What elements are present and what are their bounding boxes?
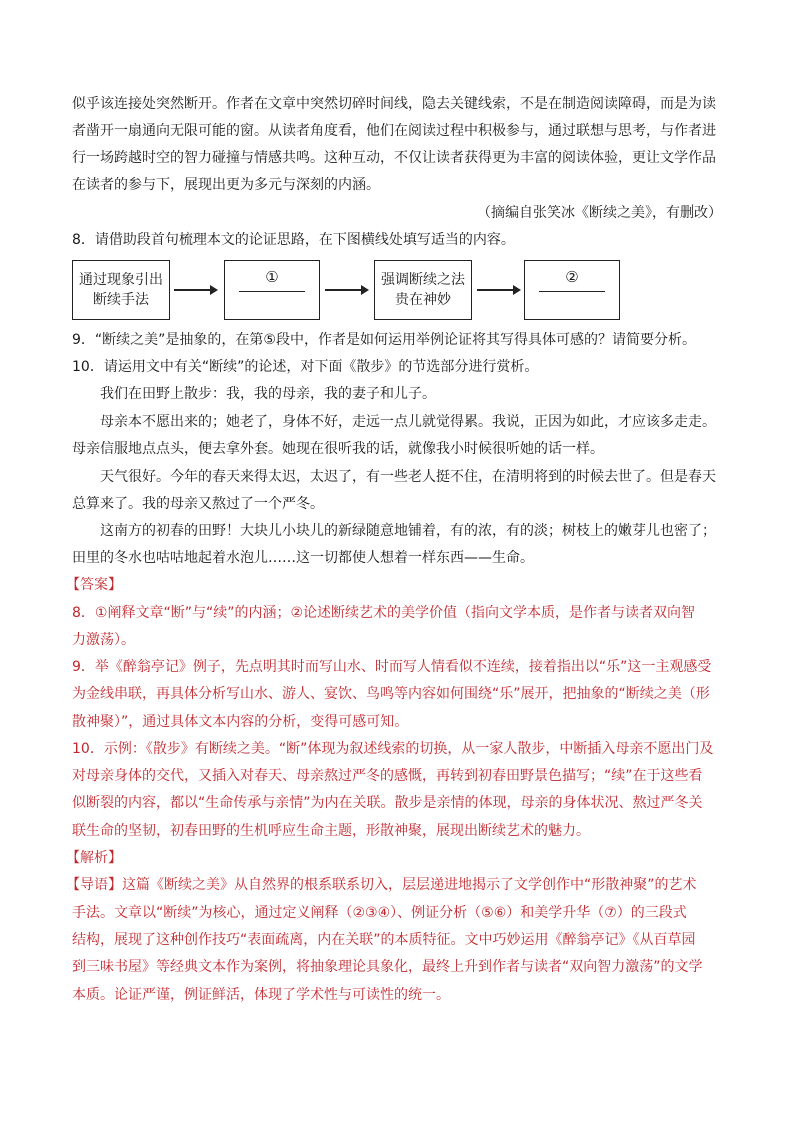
question-9: 9．“断续之美”是抽象的，在第⑤段中，作者是如何运用举例论证将其写得具体可感的？请简要分析。	[72, 332, 696, 348]
source-citation: （摘编自张笑冰《断续之美》，有删改）	[477, 205, 722, 221]
answer-10-line: 10．示例：《散步》有断续之美。“断”体现为叙述线索的切换，从一家人散步，中断插入母亲不愿出门及	[72, 741, 714, 757]
excerpt-line: 田里的冬水也咕咕地起着水泡儿……这一切都使人想着一样东西——生命。	[72, 550, 534, 566]
guide-first-line	[66, 874, 722, 896]
excerpt-line: 这南方的初春的田野！大块儿小块儿的新绿随意地铺着，有的浓，有的淡；树枝上的嫩芽儿也密了；	[100, 523, 716, 539]
analysis-label: 【解析】	[66, 850, 122, 866]
guide-text: 这篇《断续之美》从自然界的根系联系切入，层层递进地揭示了文学创作中“形散神聚”的艺术	[122, 877, 697, 893]
flow-box-3-line1: 强调断续之法	[381, 272, 465, 288]
flow-blank-1[interactable]	[224, 260, 320, 320]
excerpt-line: 我们在田野上散步：我，我的母亲，我的妻子和儿子。	[100, 386, 436, 402]
excerpt-line: 总算来了。我的母亲又熬过了一个严冬。	[72, 496, 324, 512]
guide-line: 本质。论证严谨，例证鲜活，体现了学术性与可读性的统一。	[72, 987, 450, 1003]
excerpt-line: 母亲信服地点点头，便去拿外套。她现在很听我的话，就像我小时候很听她的话一样。	[72, 441, 604, 457]
blank-number-2: ②	[565, 268, 579, 286]
answer-10-line: 对母亲身体的交代，又插入对春天、母亲熬过严冬的感慨，再转到初春田野景色描写；“续”在于这些看	[72, 768, 703, 784]
flow-blank-2[interactable]	[524, 260, 620, 320]
passage-line: 者凿开一扇通向无限可能的窗。从读者角度看，他们在阅读过程中积极参与，通过联想与思考，与作者进	[72, 123, 716, 139]
answer-9-line: 为金线串联，再具体分析写山水、游人、宴饮、鸟鸣等内容如何围绕“乐”展开，把抽象的“断续之美（形	[72, 686, 710, 702]
flow-box-1-line2: 断续手法	[93, 292, 149, 308]
flow-box-3	[374, 260, 472, 320]
passage-line: 行一场跨越时空的智力碰撞与情感共鸣。这种互动，不仅让读者获得更为丰富的阅读体验，更让文学作品	[72, 150, 716, 166]
answer-10-line: 联生命的坚韧，初春田野的生机呼应生命主题，形散神聚，展现出断续艺术的魅力。	[72, 823, 590, 839]
flow-arrow	[477, 289, 519, 291]
question-8: 8．请借助段首句梳理本文的论证思路，在下图横线处填写适当的内容。	[72, 232, 515, 248]
answer-8-line: 力激荡）。	[72, 632, 135, 648]
answer-underline	[239, 291, 305, 292]
answer-underline	[539, 291, 605, 292]
flow-box-1-line1: 通过现象引出	[79, 272, 163, 288]
excerpt-line: 天气很好。今年的春天来得太迟，太迟了，有一些老人挺不住，在清明将到的时候去世了。但是春天	[100, 469, 716, 485]
flow-box-3-line2: 贵在神妙	[395, 292, 451, 308]
answer-label: 【答案】	[66, 577, 122, 593]
answer-9-line: 9．举《醉翁亭记》例子，先点明其时而写山水、时而写人情看似不连续，接着指出以“乐”这一主观感受	[72, 659, 712, 675]
answer-9-line: 散神聚）”，通过具体文本内容的分析，变得可感可知。	[72, 714, 409, 730]
excerpt-line: 母亲本不愿出来的；她老了，身体不好，走远一点儿就觉得累。我说，正因为如此，才应该多走走。	[100, 414, 716, 430]
flow-box-1	[72, 260, 170, 320]
guide-line: 结构，展现了这种创作技巧“表面疏离，内在关联”的本质特征。文中巧妙运用《醉翁亭记》《从百草园	[72, 932, 696, 948]
guide-line: 到三味书屋》等经典文本作为案例，将抽象理论具象化，最终上升到作者与读者“双向智力激荡”的文学	[72, 959, 703, 975]
blank-number-1: ①	[265, 268, 279, 286]
guide-label: 【导语】	[66, 877, 122, 893]
flow-arrow	[325, 289, 367, 291]
flow-arrow	[174, 289, 216, 291]
answer-10-line: 似断裂的内容，都以“生命传承与亲情”为内在关联。散步是亲情的体现，母亲的身体状况、熬过严冬关	[72, 795, 703, 811]
passage-line: 在读者的参与下，展现出更为多元与深刻的内涵。	[72, 177, 380, 193]
passage-line: 似乎该连接处突然断开。作者在文章中突然切碎时间线，隐去关键线索，不是在制造阅读障碍，而是为读	[72, 96, 716, 112]
question-10: 10．请运用文中有关“断续”的论述，对下面《散步》的节选部分进行赏析。	[72, 359, 539, 375]
answer-8-line: 8．①阐释文章“断”与“续”的内涵；②论述断续艺术的美学价值（指向文学本质，是作者与读者双向智	[72, 605, 696, 621]
guide-line: 手法。文章以“断续”为核心，通过定义阐释（②③④）、例证分析（⑤⑥）和美学升华（⑦）的三段式	[72, 905, 687, 921]
